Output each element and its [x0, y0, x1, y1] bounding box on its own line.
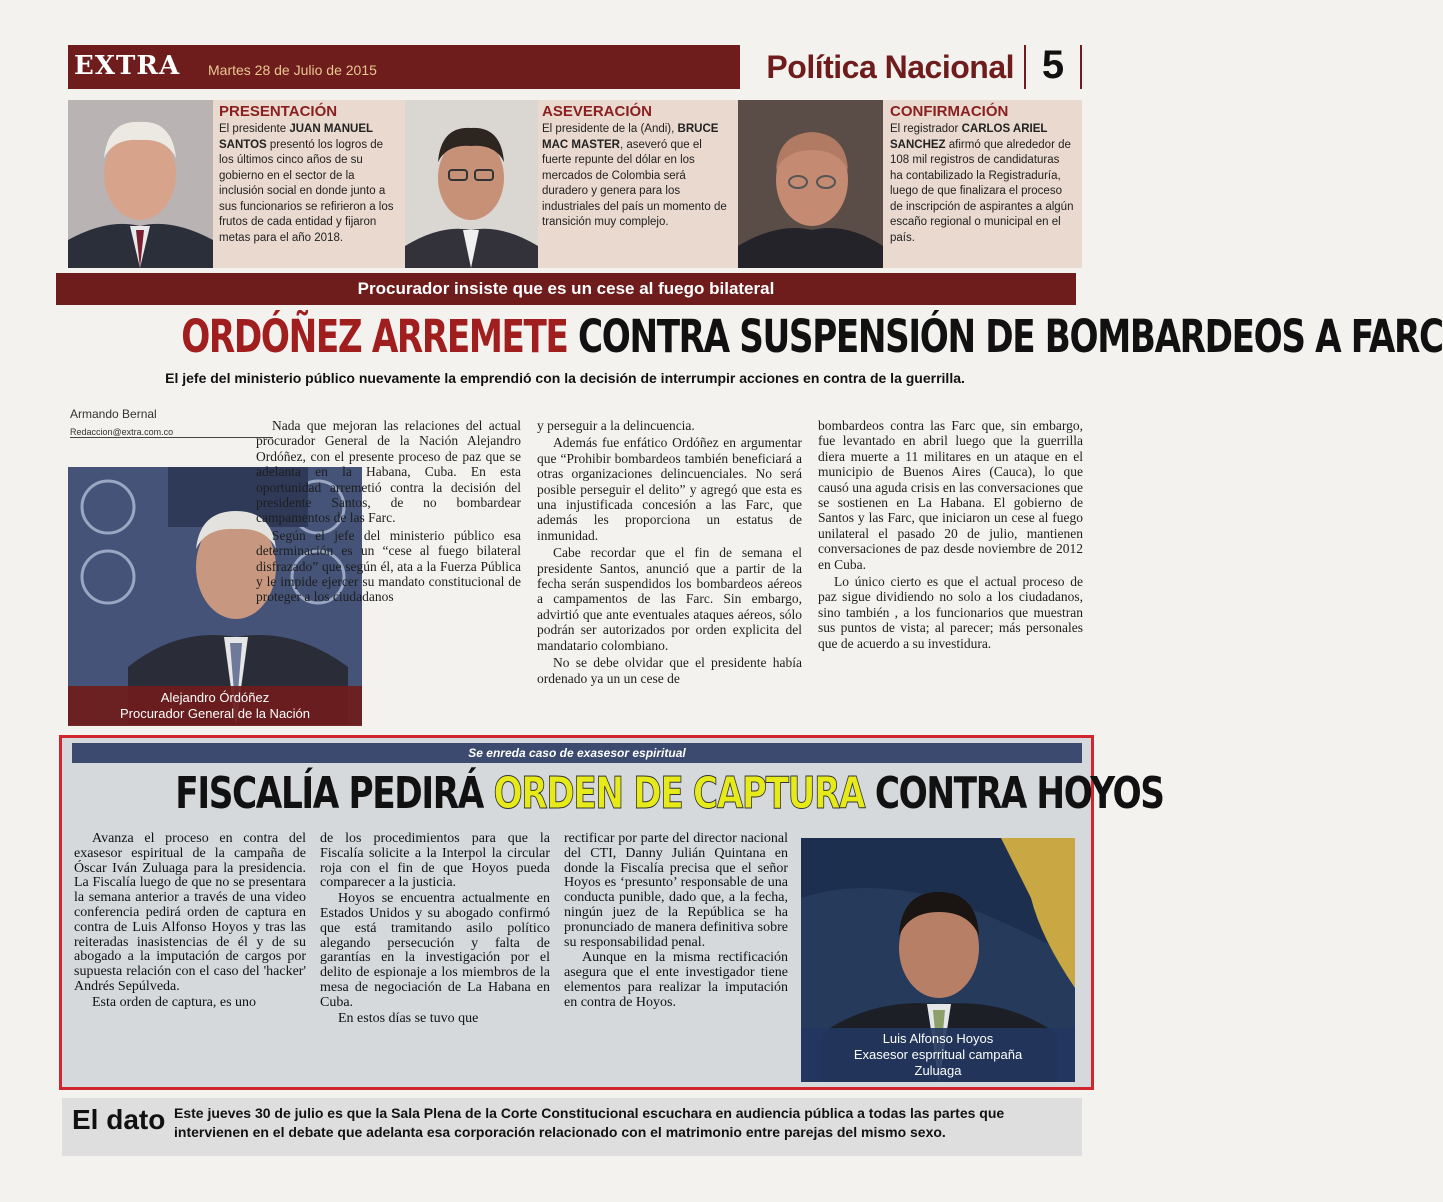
- paragraph: Además fue enfático Ordóñez en argumentar que “Prohibir bombardeos también beneficiará a otras organizaciones delincuenciales. No será posible perseguir el delito” y agregó que esta es una injustificada concesión a las Farc, que además les proporciona un estatus de inmunidad.: [537, 435, 802, 543]
- el-dato-box: [62, 1098, 1082, 1156]
- story2-box: [59, 735, 1164, 1090]
- section-title: Política Nacional: [766, 49, 1014, 85]
- paragraph: No se debe olvidar que el presidente había ordenado ya un un cese de: [537, 655, 802, 686]
- sanchez-photo: [738, 100, 883, 268]
- brief-text: El presidente de la (Andi), BRUCE MAC MASTER, aseveró que el fuerte repunte del dólar en los mercados de Colombia será duradero y genera para los industriales del país un momento de transición muy complejo.: [542, 123, 727, 228]
- santos-photo: [68, 100, 213, 268]
- caption-name: Alejandro Órdóñez: [160, 690, 270, 705]
- paragraph: bombardeos contra las Farc que, sin embargo, fue levantado en abril luego que la guerrilla diera muerte a 11 militares en un ataque en el municipio de Buenos Aires (Cauca), lo que causó una aguda crisis en las conversaciones que se sostienen en La Habana. El gobierno de Santos y las Farc, que iniciaron un cese al fuego unilateral el pasado 20 de julio, mantienen conversaciones de paz desde noviembre de 2012 en Cuba.: [818, 418, 1083, 572]
- page-number: 5: [1026, 43, 1080, 89]
- paragraph: rectificar por parte del director nacional del CTI, Danny Julián Quintana en donde la Fiscalía precisa que el señor Hoyos es ‘presunto’ responsable de una conducta punible, dado que, a la fecha, ningún juez de la República se ha pronunciado de manera definitiva sobre su responsabilidad penal.: [564, 831, 788, 950]
- paragraph: Lo único cierto es que el actual proceso de paz sigue dividiendo no solo a los ciudadanos, sino también , a los funcionarios que muestran sus puntos de vista; al parecer; más personales que de acuerdo a su investidura.: [818, 574, 1083, 651]
- story1-dek: El jefe del ministerio público nuevamente la emprendió con la decisión de interrumpir acciones en contra de la guerrilla.: [165, 370, 965, 386]
- headline-black-part: CONTRA SUSPENSIÓN DE BOMBARDEOS A FARC: [578, 310, 1443, 363]
- headline-highlight: ORDEN DE CAPTURA: [493, 768, 865, 819]
- headline-post: CONTRA HOYOS: [874, 768, 1164, 819]
- paragraph: Avanza el proceso en contra del exasesor espiritual de la campaña de Óscar Iván Zuluaga para la presidencia. La Fiscalía luego de que no se presentara la semana anterior a través de una video conferencia pedirá orden de captura en contra de Luis Alfonso Hoyos y tras las reiteradas inasistencias de él y de su abogado a la imputación de cargos por supuesta relación con el caso del 'hacker' Andrés Sepúlveda.: [74, 831, 306, 994]
- paragraph: Hoyos se encuentra actualmente en Estados Unidos y su abogado confirmó que está tramitando asilo político alegando persecución y falta de garantías en la investigación por el delito de espionaje a los miembros de la mesa de negociación de La Habana en Cuba.: [320, 891, 550, 1010]
- story1-column-2: [537, 418, 802, 688]
- masthead: [68, 45, 1082, 89]
- issue-date: Martes 28 de Julio de 2015: [208, 62, 377, 78]
- byline-email: Redaccion@extra.com.co: [70, 427, 273, 438]
- paragraph: Según el jefe del ministerio público esa determinación es un “cese al fuego bilateral disfrazado” que según él, ata a la Fuerza Pública y le impide ejercer su mandato constitucional de proteger a los ciudadanos: [256, 527, 521, 605]
- brief-confirmacion: [738, 100, 1082, 268]
- story1-headline: [181, 310, 1443, 363]
- mac-master-photo: [405, 100, 538, 268]
- headline-red-part: ORDÓÑEZ ARREMETE: [181, 310, 568, 363]
- caption-title-2: Zuluaga: [914, 1063, 962, 1078]
- newspaper-logo: EXTRA: [74, 51, 181, 81]
- story2-column-1: [74, 832, 306, 1012]
- paragraph: Cabe recordar que el fin de semana el presidente Santos, anunció que a partir de la fecha serán suspendidos los bombardeos aéreos a campamentos de las Farc. Sin embargo, advirtió que ante eventuales ataques aéreos, sólo podrán ser autorizados por orden explicita del mandatario colombiano.: [537, 545, 802, 653]
- caption-title: Procurador General de la Nación: [119, 706, 311, 721]
- story2-kicker: Se enreda caso de exasesor espiritual: [72, 743, 1082, 763]
- byline: Armando Bernal: [70, 407, 157, 421]
- caption-title: Exasesor esprritual campaña: [853, 1047, 1023, 1062]
- brief-label: PRESENTACIÓN: [219, 103, 338, 120]
- headline-pre: FISCALÍA PEDIRÁ: [175, 768, 483, 819]
- paragraph: Esta orden de captura, es uno: [92, 994, 257, 1010]
- paragraph: En estos días se tuvo que: [338, 1010, 479, 1026]
- story1-kicker: Procurador insiste que es un cese al fuego bilateral: [56, 273, 1076, 305]
- story2-column-3: [564, 832, 788, 1012]
- paragraph: Aunque en la misma rectificación asegura que el ente investigador tiene elementos para realizar la imputación en contra de Hoyos.: [564, 950, 788, 1010]
- brief-label: ASEVERACIÓN: [542, 103, 653, 120]
- brief-label: CONFIRMACIÓN: [890, 103, 1009, 120]
- caption-name: Luis Alfonso Hoyos: [882, 1031, 994, 1046]
- brief-text: El presidente JUAN MANUEL SANTOS presentó los logros de los últimos cinco años de su gobierno en el sector de la inclusión social en donde junto a sus funcionarios se refirieron a los frutos de cada entidad y fijaron metas para el año 2018.: [219, 123, 394, 244]
- brief-presentacion: [68, 100, 403, 268]
- el-dato-text: Este jueves 30 de julio es que la Sala Plena de la Corte Constitucional escuchara en audiencia pública a todas las partes que intervienen en el debate que adelanta esa corporación relacionado con el matrimonio entre parejas del mismo sexo.: [174, 1105, 1005, 1140]
- story2-headline: [175, 768, 1164, 819]
- briefs-strip: [68, 100, 1082, 268]
- brief-text: El registrador CARLOS ARIEL SANCHEZ afirmó que alrededor de 108 mil registros de candidaturas ha contabilizado la Registraduría, luego de que finalizara el proceso de inscripción de aspirantes a algún escaño regional o municipal en el país.: [890, 123, 1074, 244]
- brief-aseveracion: [405, 100, 740, 268]
- ordonez-caption: [68, 686, 362, 726]
- paragraph: Nada que mejoran las relaciones del actual procurador General de la Nación Alejandro Ordóñez, con el presente proceso de paz que se adelanta en la Habana, Cuba. En esta oportunidad arremetió contra la decisión del presidente Santos, de no bombardear campamentos de las Farc.: [256, 418, 521, 526]
- hoyos-caption: [801, 1028, 1075, 1082]
- story1-column-1: [256, 418, 521, 607]
- story1-column-3: [818, 418, 1083, 653]
- story2-column-2: [320, 832, 550, 1027]
- paragraph: de los procedimientos para que la Fiscalía solicite a la Interpol la circular roja con el fin de que Hoyos pueda comparecer a la justicia.: [320, 831, 550, 891]
- el-dato-label: El dato: [72, 1104, 166, 1135]
- paragraph: y perseguir a la delincuencia.: [537, 418, 695, 433]
